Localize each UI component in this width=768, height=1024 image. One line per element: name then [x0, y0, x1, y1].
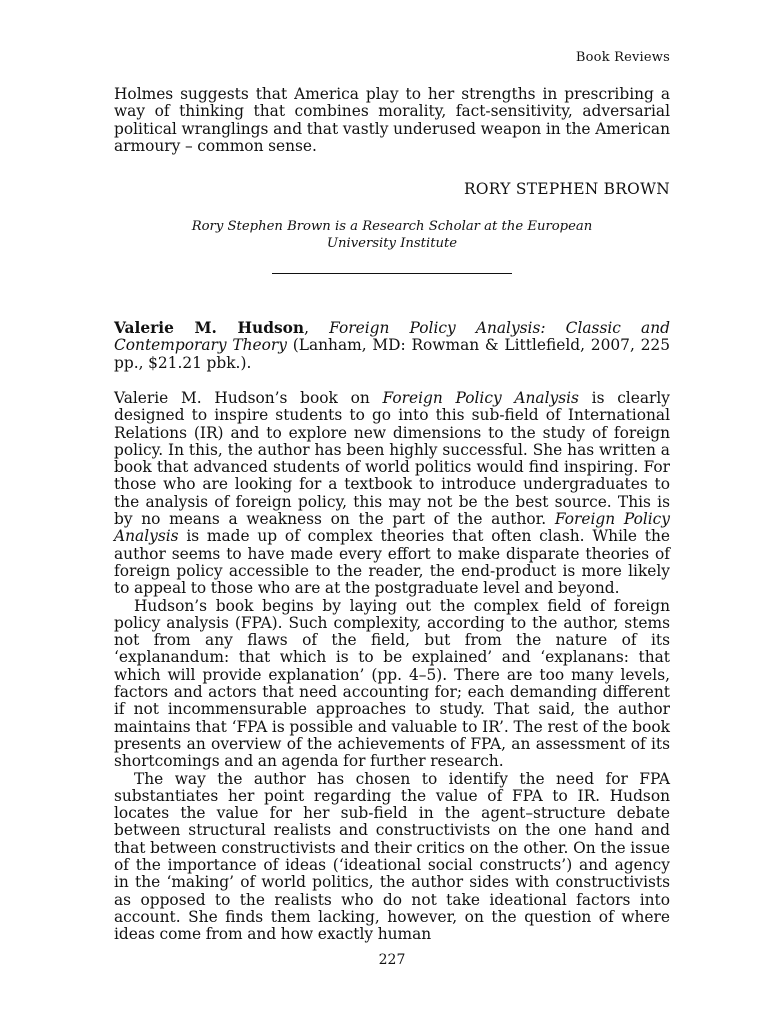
- review-body: [114, 390, 670, 944]
- page-number: 227: [378, 952, 406, 968]
- citation-title: Foreign Policy Analysis: Classic and Contemporary Theory: [114, 319, 670, 355]
- paragraph-1-text-1: Valerie M. Hudson’s book on: [114, 389, 383, 407]
- intro-paragraph: Holmes suggests that America play to her strengths in prescribing a way of thinking that combines morality, fact-sensitivity, adversarial political wranglings and that vastly underused weapon in the American armoury – common sense.: [114, 85, 670, 155]
- running-head: Book Reviews: [575, 50, 670, 65]
- paragraph-1-book-title-2: Foreign Policy Analysis: [114, 510, 670, 546]
- body-paragraph-3: The way the author has chosen to identify the need for FPA substantiates her point regarding the value of FPA to IR. Hudson locates the value for her sub-field in the agent–structure debate between structural realists and constructivists on the one hand and that between constructivists and their critics on the other. On the issue of the importance of ideas (‘ideational social constructs’) and agency in the ‘making’ of world politics, the author sides with constructivists as opposed to the realists who do not take ideational factors into account. She finds them lacking, however, on the question of where ideas come from and how exactly human: [114, 769, 670, 944]
- paragraph-1-text-2: is clearly designed to inspire students to go into this sub-field of International Relations (IR) and to explore new dimensions to the study of foreign policy. In this, the author has been highly successful. She has written a book that advanced students of world politics would find inspiring. For those who are looking for a textbook to introduce undergraduates to the analysis of foreign policy, this may not be the best source. This is by no means a weakness on the part of the author.: [114, 389, 670, 529]
- body-paragraph-1: [114, 390, 670, 598]
- document-page: [114, 0, 670, 1024]
- paragraph-1-book-title-1: Foreign Policy Analysis: [382, 389, 579, 407]
- book-citation: [114, 320, 670, 372]
- paragraph-1-text-3: is made up of complex theories that often clash. While the author seems to have made every effort to make disparate theories of foreign policy accessible to the reader, the end-product is more likely to appeal to those who are at the postgraduate level and beyond.: [114, 527, 670, 598]
- citation-author: Valerie M. Hudson: [114, 319, 305, 337]
- reviewer-name: RORY STEPHEN BROWN: [464, 180, 670, 198]
- section-separator: [272, 273, 512, 274]
- reviewer-affiliation: Rory Stephen Brown is a Research Scholar at the European University Institute: [191, 219, 593, 251]
- body-paragraph-2: Hudson’s book begins by laying out the complex field of foreign policy analysis (FPA). Such complexity, according to the author, stems not from any flaws of the field, but from the nature of its ‘explanandum: that which is to be explained’ and ‘explanans: that which will provide explanation’ (pp. 4–5). There are too many levels, factors and actors that need accounting for; each demanding different if not incommensurable approaches to study. That said, the author maintains that ‘FPA is possible and valuable to IR’. The rest of the book presents an overview of the achievements of FPA, an assessment of its shortcomings and an agenda for further research.: [114, 596, 670, 771]
- citation-separator: ,: [304, 319, 330, 337]
- citation-details: (Lanham, MD: Rowman & Littlefield, 2007, 225 pp., $21.21 pbk.).: [114, 336, 670, 372]
